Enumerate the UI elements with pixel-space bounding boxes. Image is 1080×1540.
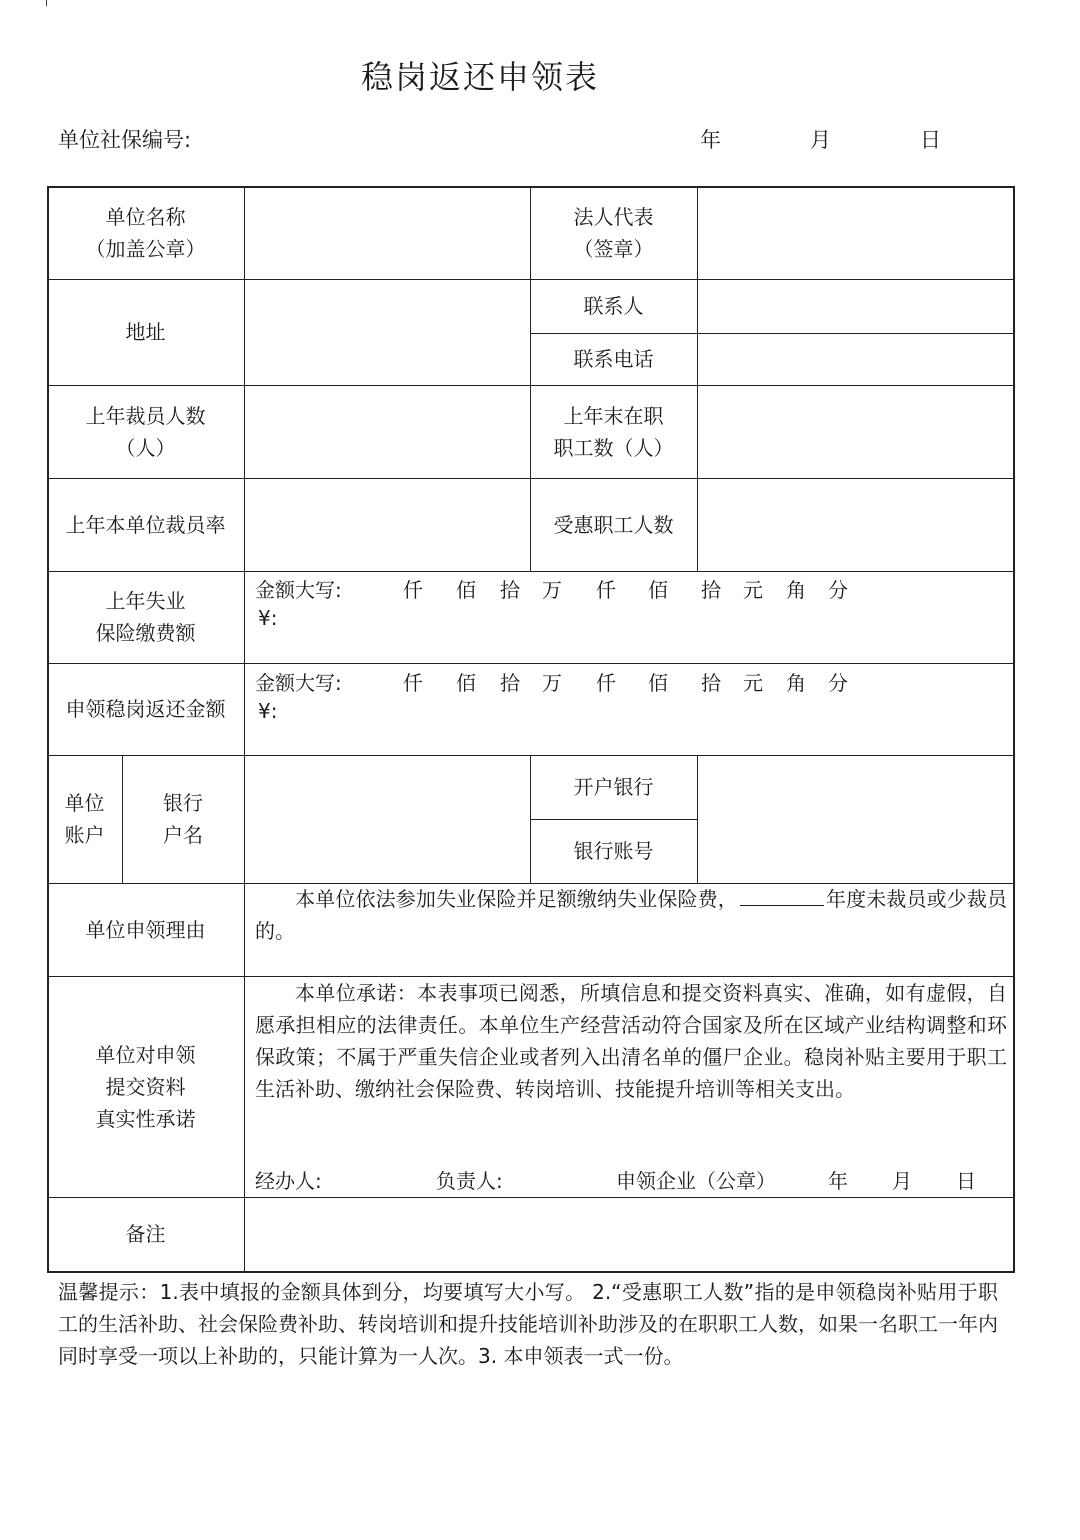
- social-security-number-field[interactable]: [215, 120, 655, 154]
- bank-account-name-label: 银行 户名: [163, 791, 203, 847]
- remarks-label: 备注: [125, 1222, 166, 1246]
- amount-unit: 角: [786, 671, 806, 695]
- amount-capital-label: 金额大写:: [255, 671, 342, 695]
- legal-rep-label: 法人代表 （签章）: [573, 204, 654, 261]
- amount-unit: 拾: [500, 671, 520, 695]
- layoffs-last-year-label: 上年裁员人数 （人）: [85, 403, 206, 460]
- amount-unit: 仟: [403, 671, 423, 695]
- friendly-tip: 温馨提示：1.表中填报的金额具体到分，均要填写大小写。 2.“受惠职工人数”指的是申领稳岗补贴用于职工的生活补助、社会保险费补助、转岗培训和提升技能培训补助涉及的在职职工人数，如果一名职工一年内同时享受一项以上补助的，只能计算为一人次。3. 本申领表一式一份。: [58, 1280, 998, 1368]
- refund-amount-yen-field[interactable]: [292, 695, 992, 725]
- amount-unit: 仟: [596, 578, 616, 602]
- social-security-number-label: 单位社保编号:: [58, 128, 192, 152]
- contact-phone-field[interactable]: [698, 334, 1013, 385]
- address-field[interactable]: [245, 280, 530, 385]
- legal-rep-field[interactable]: [698, 186, 1013, 279]
- amount-unit: 角: [786, 578, 806, 602]
- bank-details-field[interactable]: [698, 756, 1013, 883]
- application-form-table: [47, 186, 1015, 1273]
- layoff-rate-field[interactable]: [245, 479, 530, 571]
- amount-yen-label: ¥:: [258, 606, 278, 630]
- handler-label: 经办人:: [255, 1169, 322, 1193]
- header-date-day: 日: [920, 128, 941, 152]
- beneficiaries-field[interactable]: [698, 479, 1013, 571]
- unemployment-insurance-label: 上年失业 保险缴费额: [95, 589, 196, 645]
- remarks-field[interactable]: [245, 1198, 1013, 1271]
- beneficiaries-label: 受惠职工人数: [553, 512, 674, 537]
- layoff-rate-label: 上年本单位裁员率: [65, 512, 226, 537]
- responsible-person-label: 负责人:: [436, 1169, 503, 1193]
- amount-unit: 万: [542, 578, 562, 602]
- layoffs-last-year-field[interactable]: [245, 386, 530, 478]
- staff-end-year-field[interactable]: [698, 386, 1013, 478]
- sign-date-day: 日: [956, 1169, 976, 1193]
- refund-amount-label: 申领稳岗返还金额: [65, 697, 226, 721]
- amount-unit: 佰: [648, 578, 668, 602]
- amount-unit: 拾: [701, 578, 721, 602]
- application-reason-label: 单位申领理由: [85, 917, 206, 942]
- amount-yen-label: ¥:: [258, 699, 278, 723]
- amount-unit: 佰: [648, 671, 668, 695]
- amount-unit: 拾: [500, 578, 520, 602]
- company-seal-label: 申领企业（公章）: [616, 1169, 776, 1193]
- amount-unit: 元: [743, 578, 763, 602]
- contact-phone-label: 联系电话: [573, 347, 654, 371]
- amount-unit: 万: [542, 671, 562, 695]
- contact-person-label: 联系人: [583, 294, 644, 318]
- form-title: 稳岗返还申领表: [360, 58, 599, 96]
- address-label: 地址: [125, 320, 166, 344]
- unit-name-field[interactable]: [245, 186, 530, 279]
- sign-date-year: 年: [828, 1169, 848, 1193]
- amount-unit: 佰: [456, 578, 476, 602]
- unit-name-label: 单位名称 （加盖公章）: [85, 204, 206, 261]
- amount-unit: 元: [743, 671, 763, 695]
- corner-mark: [46, 0, 47, 6]
- bank-account-name-field[interactable]: [245, 756, 530, 883]
- staff-end-year-label: 上年末在职 职工数（人）: [553, 403, 674, 460]
- amount-unit: 拾: [701, 671, 721, 695]
- amount-unit: 仟: [596, 671, 616, 695]
- amount-unit: 分: [828, 578, 848, 602]
- amount-unit: 佰: [456, 671, 476, 695]
- sign-date-month: 月: [892, 1169, 912, 1193]
- commitment-label: 单位对申领 提交资料 真实性承诺: [95, 1042, 196, 1131]
- header-date-year: 年: [700, 128, 721, 152]
- contact-person-field[interactable]: [698, 280, 1013, 333]
- amount-capital-label: 金额大写:: [255, 578, 342, 602]
- commitment-text: 本单位承诺：本表事项已阅悉，所填信息和提交资料真实、准确，如有虚假，自愿承担相应的法律责任。本单位生产经营活动符合国家及所在区域产业结构调整和环保政策；不属于严重失信企业或者列入出清名单的僵尸企业。稳岗补贴主要用于职工生活补助、缴纳社会保险费、转岗培训、技能提升培训等相关支出。: [255, 981, 1007, 1101]
- application-reason-text: 本单位依法参加失业保险并足额缴纳失业保险费， 年度未裁员或少裁员的。: [255, 887, 1007, 943]
- unemployment-insurance-yen-field[interactable]: [292, 602, 992, 632]
- bank-account-number-label: 银行账号: [573, 839, 654, 863]
- header-date-month: 月: [810, 128, 831, 152]
- amount-unit: 分: [828, 671, 848, 695]
- unit-account-label: 单位 账户: [64, 791, 105, 847]
- year-blank[interactable]: [740, 889, 824, 906]
- amount-unit: 仟: [403, 578, 423, 602]
- opening-bank-label: 开户银行: [573, 775, 654, 799]
